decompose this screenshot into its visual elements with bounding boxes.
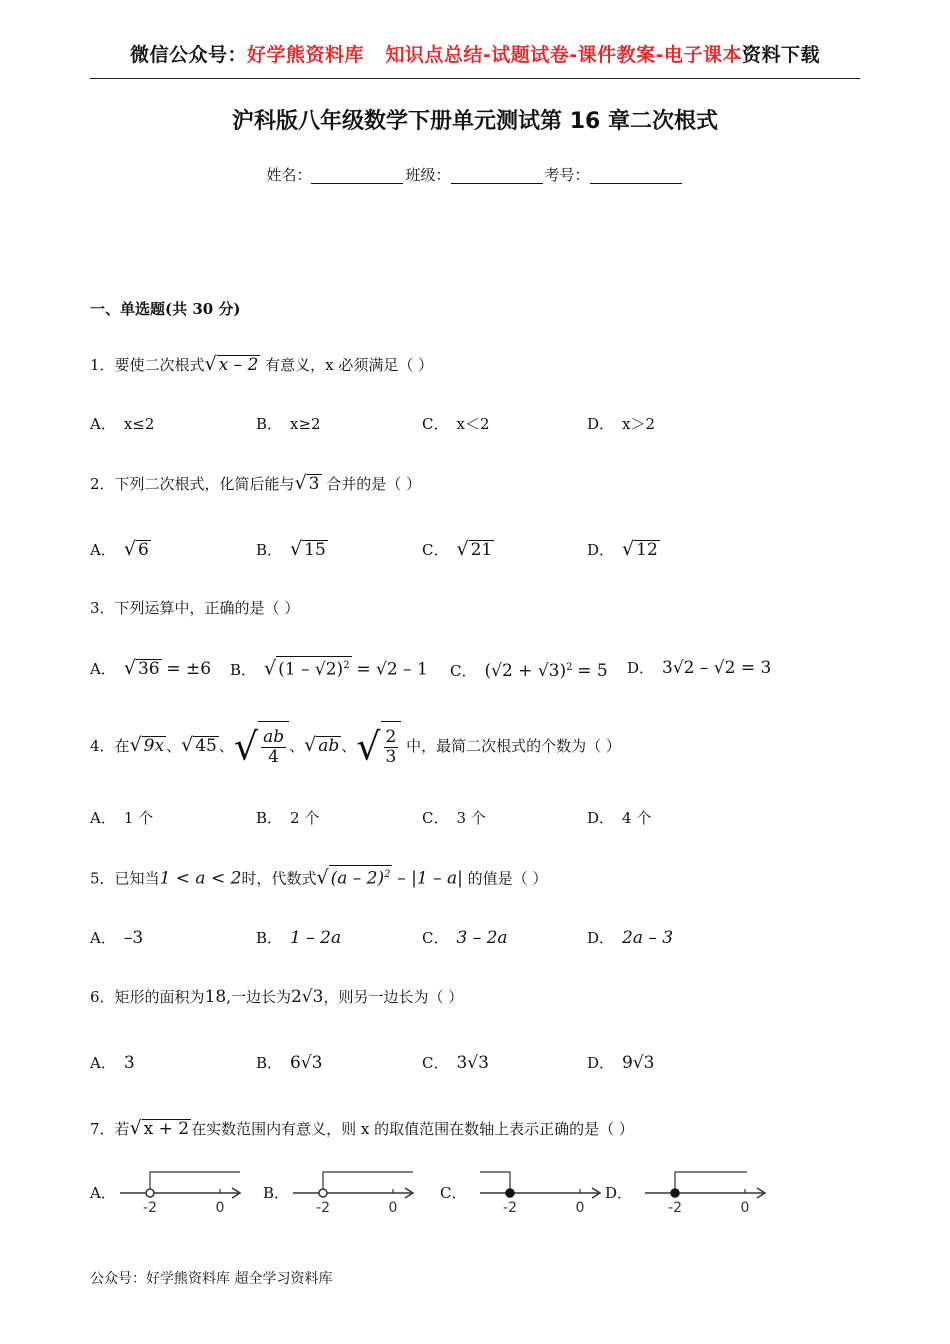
sqrt-expression: √ 45 bbox=[181, 734, 217, 756]
option-d[interactable] bbox=[587, 806, 651, 830]
option-text: 3 – 2a bbox=[456, 928, 508, 948]
radicand: 21 bbox=[470, 540, 493, 560]
number-line bbox=[458, 1170, 608, 1216]
separator: 、 bbox=[289, 737, 305, 755]
exponent: 2 bbox=[566, 662, 573, 673]
option-text: 9√3 bbox=[622, 1053, 655, 1073]
tick-label: 0 bbox=[215, 1200, 225, 1216]
option-d[interactable] bbox=[587, 537, 660, 562]
options-7 bbox=[90, 1170, 790, 1220]
sqrt-expression: √ 12 bbox=[622, 538, 658, 560]
option-label: D． bbox=[587, 809, 615, 827]
sqrt-expression: √ 21 bbox=[456, 538, 493, 560]
open-circle bbox=[319, 1189, 327, 1197]
exponent: 2 bbox=[384, 869, 391, 880]
number-line bbox=[108, 1170, 248, 1216]
option-text: x＞2 bbox=[622, 415, 656, 433]
question-text: 在实数范围内有意义，则 x 的取值范围在数轴上表示正确的是（ ） bbox=[191, 1120, 634, 1138]
option-label: B． bbox=[230, 660, 257, 679]
question-text: ，则另一边长为（ ） bbox=[323, 988, 464, 1006]
tick-label: -2 bbox=[668, 1200, 682, 1216]
id-label: 考号： bbox=[544, 166, 590, 184]
option-label: A． bbox=[90, 929, 116, 947]
option-label: D． bbox=[605, 1184, 633, 1202]
question-text: 下列运算中，正确的是（ ） bbox=[114, 599, 300, 617]
sqrt-expression: √ (1 – √2)$^2$ bbox=[264, 657, 350, 680]
option-label: A． bbox=[90, 1054, 116, 1072]
radicand: 45 bbox=[195, 736, 217, 756]
sqrt-expression: √ x – 2 bbox=[204, 353, 259, 375]
option-text: = √2 – 1 bbox=[356, 659, 428, 680]
option-d[interactable] bbox=[587, 1051, 655, 1075]
option-text: 3 个 bbox=[456, 809, 486, 827]
header-suffix: 资料下载 bbox=[742, 44, 821, 66]
option-label: D． bbox=[627, 659, 655, 677]
option-b[interactable] bbox=[256, 806, 319, 830]
radicand: 9x bbox=[143, 736, 165, 756]
filled-circle bbox=[671, 1189, 679, 1197]
radicand: 12 bbox=[636, 540, 658, 560]
class-label: 班级： bbox=[405, 166, 451, 184]
sqrt-expression: √ ab bbox=[304, 734, 340, 756]
option-d[interactable] bbox=[587, 926, 673, 950]
option-a[interactable] bbox=[90, 537, 151, 562]
question-text: 在 bbox=[114, 737, 130, 755]
tick-label: 0 bbox=[575, 1200, 585, 1216]
option-label: D． bbox=[587, 1054, 615, 1072]
option-label: B． bbox=[256, 415, 283, 433]
sqrt-expression: √ (a – 2)$^2$ bbox=[316, 866, 391, 889]
option-label: C． bbox=[440, 1184, 467, 1202]
option-text: x＜2 bbox=[456, 415, 490, 433]
question-number: 1． bbox=[90, 356, 115, 374]
option-label: D． bbox=[587, 541, 615, 559]
options-3 bbox=[90, 656, 790, 686]
name-label: 姓名： bbox=[266, 166, 312, 184]
option-label: C． bbox=[422, 415, 449, 433]
option-c[interactable] bbox=[422, 1051, 489, 1075]
question-text: ,一边长为 bbox=[226, 988, 291, 1006]
section-heading: 一、单选题(共 30 分) bbox=[90, 300, 241, 318]
option-text: 6√3 bbox=[290, 1053, 323, 1073]
option-text: x≥2 bbox=[290, 415, 321, 433]
option-text: 1 – 2a bbox=[290, 928, 342, 948]
sqrt-expression: √ 36 bbox=[123, 657, 160, 679]
question-number: 3． bbox=[90, 599, 115, 617]
student-info bbox=[0, 164, 950, 185]
tick-label: -2 bbox=[143, 1200, 157, 1216]
radicand: 36 bbox=[137, 659, 160, 679]
question-text: 要使二次根式 bbox=[114, 356, 205, 374]
fraction-numerator: ab bbox=[263, 727, 285, 747]
question-number: 2． bbox=[90, 475, 115, 493]
radicand: x – 2 bbox=[218, 355, 259, 375]
page-header bbox=[90, 38, 860, 79]
option-b[interactable] bbox=[256, 537, 328, 562]
option-label: C． bbox=[422, 1054, 449, 1072]
condition: 1 < a < 2 bbox=[159, 868, 242, 889]
question-number: 5． bbox=[90, 869, 115, 888]
option-label: C． bbox=[422, 809, 449, 827]
question-5 bbox=[90, 865, 547, 891]
option-label: A． bbox=[90, 809, 116, 827]
range-bracket bbox=[150, 1172, 240, 1193]
option-text: (√2 + √3) bbox=[484, 661, 567, 681]
option-a[interactable] bbox=[90, 806, 153, 830]
option-text: = 5 bbox=[577, 661, 608, 681]
radicand: (a – 2) bbox=[330, 868, 385, 889]
option-a[interactable] bbox=[90, 926, 143, 950]
number-line bbox=[623, 1170, 773, 1216]
sqrt-expression: √ 6 bbox=[123, 538, 149, 560]
option-b[interactable] bbox=[230, 656, 428, 682]
header-brand: 好学熊资料库 bbox=[246, 44, 364, 66]
sqrt-expression: √ 9x bbox=[129, 734, 165, 756]
range-bracket bbox=[323, 1172, 413, 1193]
option-b[interactable] bbox=[256, 926, 341, 950]
header-prefix: 微信公众号： bbox=[129, 44, 247, 66]
side-value: 2√3 bbox=[290, 987, 324, 1007]
options-1 bbox=[90, 412, 790, 442]
radicand: 15 bbox=[304, 540, 326, 560]
question-text: 的值是（ ） bbox=[467, 869, 548, 888]
question-text: 下列二次根式，化简后能与 bbox=[114, 475, 295, 493]
tick-label: -2 bbox=[316, 1200, 330, 1216]
option-b[interactable] bbox=[256, 1051, 323, 1075]
question-text: 合并的是（ ） bbox=[326, 475, 422, 493]
option-label: C． bbox=[422, 929, 449, 947]
range-bracket bbox=[675, 1172, 747, 1193]
option-label: D． bbox=[587, 929, 615, 947]
option-text: 3√3 bbox=[456, 1053, 489, 1073]
question-7 bbox=[90, 1116, 634, 1141]
filled-circle bbox=[506, 1189, 514, 1197]
question-text: 矩形的面积为 bbox=[114, 988, 205, 1006]
area-value: 18 bbox=[204, 987, 227, 1007]
options-2 bbox=[90, 537, 790, 567]
option-c[interactable] bbox=[422, 537, 494, 562]
option-label: B． bbox=[263, 1184, 290, 1202]
option-text: 4 个 bbox=[622, 809, 652, 827]
option-label: A． bbox=[90, 1184, 116, 1202]
option-text: 3√2 – √2 = 3 bbox=[662, 658, 772, 678]
sqrt-fraction: √ $\frac{ab}{4}$ bbox=[234, 721, 289, 772]
tick-label: 0 bbox=[388, 1200, 398, 1216]
sqrt-expression: √ 3 bbox=[294, 472, 320, 494]
sqrt-expression: √ x + 2 bbox=[129, 1117, 190, 1139]
tick-label: 0 bbox=[740, 1200, 750, 1216]
range-bracket bbox=[480, 1172, 510, 1193]
option-b[interactable] bbox=[256, 412, 321, 436]
separator: 、 bbox=[166, 737, 182, 755]
question-number: 6． bbox=[90, 988, 115, 1006]
question-text: 有意义，x 必须满足（ ） bbox=[265, 356, 434, 374]
option-a[interactable] bbox=[90, 1051, 135, 1075]
question-text: 时，代数式 bbox=[241, 869, 317, 888]
option-label: C． bbox=[450, 662, 477, 680]
option-a[interactable] bbox=[90, 412, 154, 436]
tick-label: -2 bbox=[503, 1200, 517, 1216]
option-c[interactable] bbox=[422, 806, 486, 830]
option-text: 2a – 3 bbox=[622, 928, 674, 948]
option-text: = ±6 bbox=[166, 659, 212, 679]
fraction-denominator: 4 bbox=[268, 747, 279, 767]
question-number: 7． bbox=[90, 1120, 115, 1138]
exponent: 2 bbox=[343, 660, 350, 671]
option-label: A． bbox=[90, 660, 116, 678]
question-number: 4． bbox=[90, 737, 115, 755]
question-text: 已知当 bbox=[114, 869, 160, 888]
option-label: B． bbox=[256, 809, 283, 827]
question-3 bbox=[90, 596, 299, 620]
sqrt-fraction: √ $\frac{2}{3}$ bbox=[356, 721, 401, 772]
option-label: A． bbox=[90, 415, 116, 433]
question-6 bbox=[90, 985, 463, 1009]
abs-expression: – |1 – a| bbox=[397, 868, 463, 889]
option-label: A． bbox=[90, 541, 116, 559]
option-label: B． bbox=[256, 541, 283, 559]
fraction-denominator: 3 bbox=[385, 747, 397, 767]
option-c[interactable] bbox=[422, 412, 490, 436]
radicand: (1 – √2) bbox=[278, 659, 344, 680]
question-2 bbox=[90, 471, 421, 496]
separator: 、 bbox=[218, 737, 234, 755]
option-text: 2 个 bbox=[290, 809, 320, 827]
option-text: x≤2 bbox=[123, 415, 155, 433]
option-label: C． bbox=[422, 541, 449, 559]
fraction-numerator: 2 bbox=[385, 727, 397, 747]
option-text: 1 个 bbox=[123, 809, 154, 827]
number-line bbox=[281, 1170, 421, 1216]
header-line bbox=[90, 38, 860, 72]
open-circle bbox=[146, 1189, 154, 1197]
option-d[interactable] bbox=[627, 656, 771, 680]
class-blank[interactable] bbox=[451, 165, 543, 184]
option-label: B． bbox=[256, 1054, 283, 1072]
options-6 bbox=[90, 1051, 790, 1081]
sqrt-expression: √ 15 bbox=[290, 538, 326, 560]
option-a[interactable] bbox=[90, 656, 211, 681]
option-text: –3 bbox=[123, 928, 144, 948]
radicand: 3 bbox=[308, 474, 320, 494]
question-text: 若 bbox=[114, 1120, 130, 1138]
radicand: ab bbox=[318, 736, 340, 756]
separator: 、 bbox=[341, 737, 357, 755]
option-label: D． bbox=[587, 415, 615, 433]
radicand: 6 bbox=[137, 540, 149, 560]
option-text: 3 bbox=[123, 1053, 135, 1073]
question-4 bbox=[90, 720, 621, 772]
question-text: 中，最简二次根式的个数为（ ） bbox=[406, 737, 621, 755]
options-5 bbox=[90, 926, 790, 956]
option-label: B． bbox=[256, 929, 283, 947]
question-1 bbox=[90, 352, 433, 377]
id-blank[interactable] bbox=[590, 165, 682, 184]
name-blank[interactable] bbox=[311, 165, 403, 184]
radicand: x + 2 bbox=[143, 1119, 190, 1139]
header-middle: 知识点总结-试题试卷-课件教案-电子课本 bbox=[385, 44, 743, 66]
option-d[interactable] bbox=[587, 412, 655, 436]
option-c[interactable] bbox=[422, 926, 508, 950]
option-c[interactable] bbox=[450, 656, 608, 683]
page-footer: 公众号：好学熊资料库 超全学习资料库 bbox=[90, 1271, 333, 1287]
page-title: 沪科版八年级数学下册单元测试第 16 章二次根式 bbox=[232, 109, 718, 134]
options-4 bbox=[90, 806, 790, 836]
